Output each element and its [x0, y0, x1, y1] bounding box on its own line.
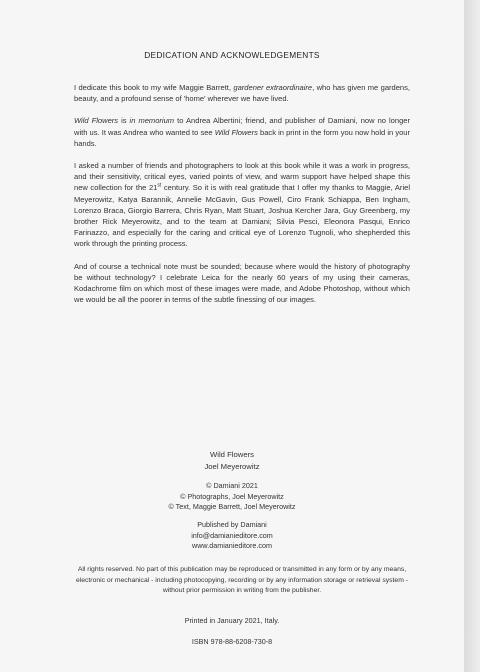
publisher-website: www.damianieditore.com: [192, 541, 272, 551]
paragraph-text: to Andrea Albertini; friend, and publisher of Damiani, now no longer with us. It was Andrea who wanted to see: [74, 116, 410, 137]
technical-note-paragraph: And of course a technical note must be sounded; because where would the history of photography be without technology? I celebrate Leica for the nearly 60 years of my using their cameras, Kodachrome film on which most of these images were made, and Adobe Photoshop, without which we would be all the poorer in terms of the subtle finessing of our images.: [74, 261, 410, 305]
publisher-line: Published by Damiani: [197, 520, 267, 529]
page-edge: [464, 0, 480, 672]
book-title-block: [0, 449, 464, 472]
italic-title: Wild Flowers: [214, 127, 258, 137]
book-title: Wild Flowers: [210, 450, 254, 459]
printing-info: Printed in January 2021, Italy.: [184, 616, 280, 625]
copyright-line: © Damiani 2021: [206, 481, 258, 490]
copyright-block: [0, 481, 464, 513]
paragraph-text: I dedicate this book to my wife Maggie Barrett,: [74, 83, 234, 92]
ordinal-suffix: st: [157, 182, 162, 189]
italic-phrase: gardener extraordinaire: [233, 83, 313, 92]
dedication-text: [74, 82, 410, 305]
paragraph-text: , who has given me gardens, beauty, and a profound sense of 'home' wherever we have lived.: [74, 83, 410, 104]
copyright-line: © Text, Maggie Barrett, Joel Meyerowitz: [168, 502, 296, 512]
memoriam-paragraph: [74, 115, 410, 149]
acknowledgements-paragraph: [74, 160, 410, 250]
paragraph-text: century. So it is with real gratitude that I offer my thanks to Maggie, Ariel Meyerowitz, Katya Barannik, Annelie McGavin, Gus Powell, Ciro Frank Schiappa, Ben Ingham, Lorenzo Braca, Giorgio Barrera, Chris Ryan, Matt Stuart, Joshua Kercher Jara, Guy Greenberg, my brother Rick Meyerowitz, and to the team at Damiani; Silvia Pesci, Eleonora Pasqui, Enrico Farinazzo, and especially for the caring and critical eye of Lorenzo Tugnoli, who shepherded this work through the printing process.: [74, 183, 411, 249]
dedication-paragraph: [74, 82, 410, 104]
publisher-block: [0, 520, 464, 552]
page-heading: DEDICATION AND ACKNOWLEDGEMENTS: [144, 50, 320, 60]
paragraph-text: I asked a number of friends and photographers to look at this book while it was a work in progress, and their sensitivity, critical eyes, varied points of view, and warm support have helped shape this new collection for the 21: [74, 161, 410, 193]
book-author: Joel Meyerowitz: [204, 461, 260, 471]
isbn-number: ISBN 978-88-6208-730-8: [191, 637, 273, 646]
rights-notice: All rights reserved. No part of this publication may be reproduced or transmitted in any form or by any means, electronic or mechanical - including photocopying, recording or by any information storage or retrieval system - without prior permission in writing from the publisher.: [75, 566, 409, 595]
italic-title: Wild Flowers: [74, 116, 119, 126]
publisher-email: info@damianieditore.com: [191, 530, 273, 540]
paragraph-text: back in print in the form you now hold in your hands.: [74, 127, 411, 148]
copyright-line: © Photographs, Joel Meyerowitz: [180, 491, 284, 501]
italic-phrase: in memorium: [129, 116, 175, 126]
paragraph-text: is: [118, 116, 130, 126]
